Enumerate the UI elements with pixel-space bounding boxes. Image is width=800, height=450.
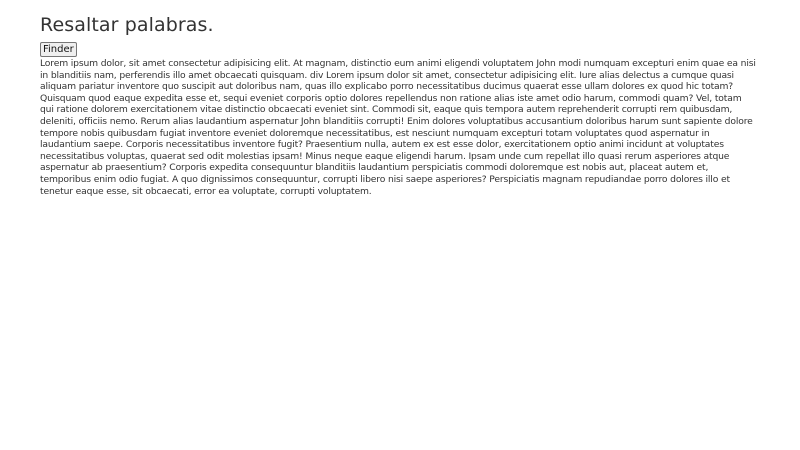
body-text-paragraph: Lorem ipsum dolor, sit amet consectetur adipisicing elit. At magnam, distinctio eum animi eligendi voluptatem John modi numquam excepturi enim quae ea nisi in blanditiis nam, perferendis illo amet obcaecati quisquam. div Lorem ipsum dolor sit amet, consectetur adipisicing elit. Iure alias delectus a cumque quasi aliquam pariatur inventore quo suscipit aut doloribus nam, quas illo explicabo porro necessitatibus ducimus quaerat esse ullam dolores ex quod hic totam? Quisquam quod eaque expedita esse et, sequi eveniet corporis optio dolores repellendus non ratione alias iste amet odio harum, commodi quam? Vel, totam qui ratione dolorem exercitationem vitae distinctio obcaecati eveniet sint. Commodi sit, eaque quis tempora autem reprehenderit corrupti rem quibusdam, deleniti, officiis nemo. Rerum alias laudantium aspernatur John blanditiis corrupti! Enim dolores voluptatibus accusantium doloribus harum sunt sapiente dolore tempore nobis quibusdam fugiat inventore eveniet doloremque necessitatibus, est nesciunt numquam excepturi totam voluptates quod aspernatur in laudantium saepe. Corporis necessitatibus inventore fugit? Praesentium nulla, autem ex est esse dolor, exercitationem optio animi incidunt at voluptates necessitatibus voluptas, quaerat sed odit molestias ipsam! Minus neque eaque eligendi harum. Ipsam unde cum repellat illo quasi rerum asperiores atque aspernatur ab praesentium? Corporis expedita consequuntur blanditiis laudantium perspiciatis commodi doloremque est nobis aut, placeat autem et, temporibus enim odio fugiat. A quo dignissimos consequuntur, corrupti libero nisi saepe asperiores? Perspiciatis magnam repudiandae porro dolores illo et tenetur eaque esse, sit obcaecati, error ea voluptate, corrupti voluptatem. <box>40 58 756 197</box>
finder-button[interactable]: Finder <box>40 42 77 57</box>
page-content <box>40 12 758 197</box>
page-title: Resaltar palabras. <box>40 14 214 36</box>
